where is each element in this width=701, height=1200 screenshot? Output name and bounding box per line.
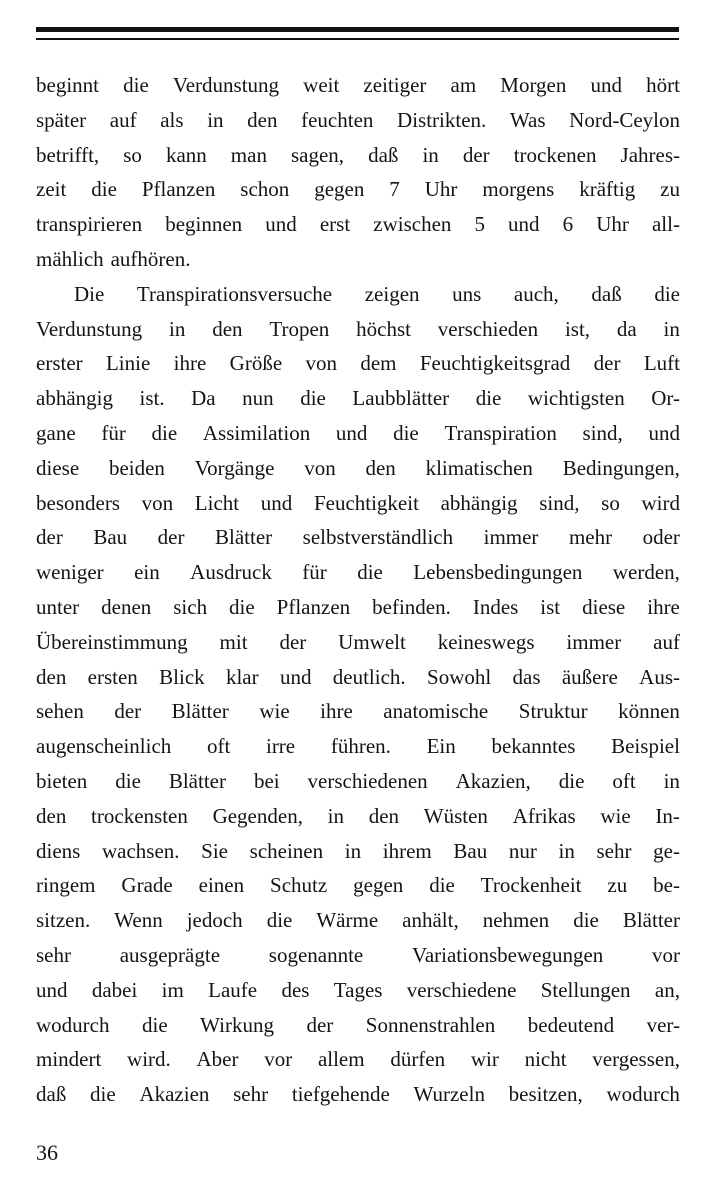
text-line: Verdunstung in den Tropen höchst verschieden ist, da in (36, 316, 680, 341)
text-line: sehen der Blätter wie ihre anatomische Struktur können (36, 699, 680, 724)
text-line: bieten die Blätter bei verschiedenen Akazien, die oft in (36, 768, 680, 793)
text-line: ringem Grade einen Schutz gegen die Trockenheit zu be- (36, 873, 680, 898)
text-line: sitzen. Wenn jedoch die Wärme anhält, nehmen die Blätter (36, 908, 680, 933)
text-line: und dabei im Laufe des Tages verschiedene Stellungen an, (36, 977, 680, 1002)
text-line: daß die Akazien sehr tiefgehende Wurzeln besitzen, wodurch (36, 1082, 680, 1107)
text-line: mählich aufhören. (36, 246, 191, 271)
text-line: transpirieren beginnen und erst zwischen 5 und 6 Uhr all- (36, 212, 680, 237)
text-line: weniger ein Ausdruck für die Lebensbedingungen werden, (36, 560, 680, 585)
paragraph (36, 68, 680, 277)
text-line: den trockensten Gegenden, in den Wüsten Afrikas wie In- (36, 803, 680, 828)
text-line: später auf als in den feuchten Distrikten. Was Nord-Ceylon (36, 107, 680, 132)
text-line: diens wachsen. Sie scheinen in ihrem Bau nur in sehr ge- (36, 838, 680, 863)
text-line: unter denen sich die Pflanzen befinden. Indes ist diese ihre (36, 594, 680, 619)
text-line: mindert wird. Aber vor allem dürfen wir nicht vergessen, (36, 1047, 680, 1072)
text-line: beginnt die Verdunstung weit zeitiger am Morgen und hört (36, 73, 680, 97)
text-line: diese beiden Vorgänge von den klimatischen Bedingungen, (36, 455, 680, 480)
text-line: zeit die Pflanzen schon gegen 7 Uhr morgens kräftig zu (36, 177, 680, 202)
text-line: betrifft, so kann man sagen, daß in der trockenen Jahres- (36, 142, 680, 167)
header-rule-thick (36, 27, 679, 32)
text-line: erster Linie ihre Größe von dem Feuchtigkeitsgrad der Luft (36, 351, 680, 376)
text-line: besonders von Licht und Feuchtigkeit abhängig sind, so wird (36, 490, 680, 515)
paragraph (36, 277, 680, 1112)
text-line: sehr ausgeprägte sogenannte Variationsbewegungen vor (36, 942, 680, 967)
text-line: der Bau der Blätter selbstverständlich immer mehr oder (36, 525, 680, 550)
text-line: den ersten Blick klar und deutlich. Sowohl das äußere Aus- (36, 664, 680, 689)
text-line: Übereinstimmung mit der Umwelt keineswegs immer auf (36, 629, 680, 654)
page-number: 36 (36, 1140, 58, 1165)
text-line: Die Transpirationsversuche zeigen uns auch, daß die (74, 281, 680, 306)
text-line: wodurch die Wirkung der Sonnenstrahlen bedeutend ver- (36, 1012, 680, 1037)
header-rule-thin (36, 38, 679, 40)
body-text (36, 68, 680, 1112)
text-line: abhängig ist. Da nun die Laubblätter die wichtigsten Or- (36, 386, 680, 411)
text-line: augenscheinlich oft irre führen. Ein bekanntes Beispiel (36, 734, 680, 759)
text-line: gane für die Assimilation und die Transpiration sind, und (36, 420, 680, 445)
